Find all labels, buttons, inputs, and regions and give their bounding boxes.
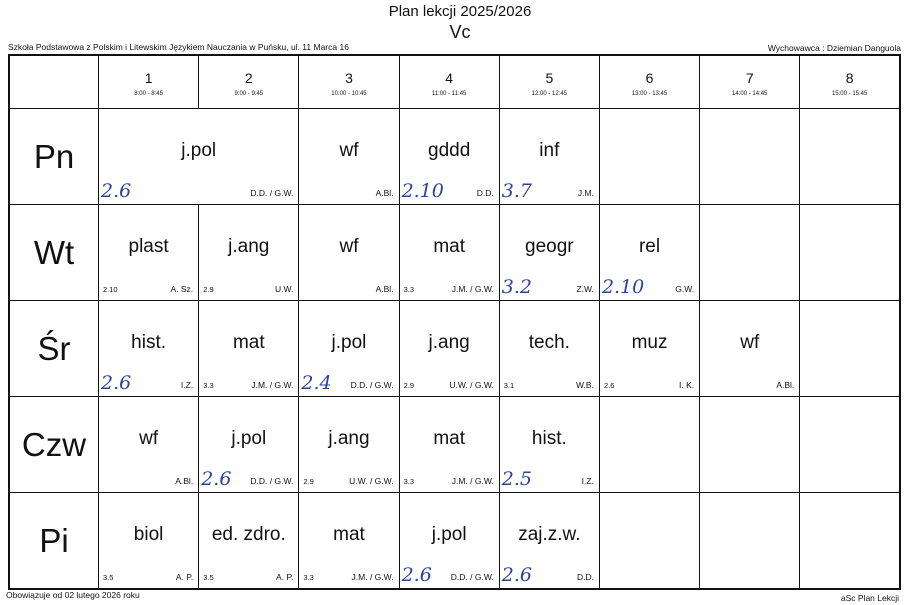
period-header	[299, 55, 399, 109]
lesson-room: 3.1	[503, 381, 515, 390]
class-name: Vc	[449, 22, 471, 42]
lesson-subject: j.pol	[181, 140, 217, 162]
lesson-subject: wf	[740, 332, 760, 354]
timetable-grid	[8, 54, 901, 590]
lesson-room: 3.3	[403, 477, 414, 486]
period-number: 2	[244, 69, 253, 86]
handwritten-room: 2.6	[101, 372, 132, 394]
valid-from-note: Obowiązuje od 02 lutego 2026 roku	[6, 590, 140, 600]
lesson-subject: j.ang	[428, 332, 470, 354]
lesson-teacher: W.B.	[575, 380, 594, 390]
lesson-subject: wf	[339, 236, 359, 258]
lesson-cell	[199, 397, 299, 493]
lesson-subject: zaj.z.w.	[518, 524, 581, 546]
lesson-teacher: U.W. / G.W.	[349, 476, 394, 486]
lesson-subject: plast	[128, 236, 169, 258]
lesson-subject: mat	[433, 428, 465, 450]
period-header	[399, 55, 499, 109]
empty-cell	[700, 397, 800, 493]
handwritten-room: 2.6	[501, 564, 532, 586]
lesson-subject: rel	[638, 236, 661, 258]
handwritten-room: 2.5	[501, 468, 532, 490]
period-number: 8	[845, 69, 854, 86]
period-header	[700, 55, 800, 109]
day-label: Pn	[9, 109, 99, 205]
lesson-room: 2.6	[603, 381, 615, 390]
lesson-cell	[399, 301, 499, 397]
lesson-teacher: G.W.	[675, 284, 695, 294]
period-number: 6	[645, 69, 654, 86]
day-row	[9, 301, 900, 397]
empty-cell	[800, 109, 900, 205]
empty-cell	[800, 205, 900, 301]
lesson-subject: gddd	[428, 140, 471, 162]
lesson-subject: j.pol	[431, 524, 467, 546]
period-number: 1	[144, 69, 153, 86]
lesson-subject: muz	[631, 332, 668, 354]
period-time: 8:00 - 8:45	[134, 90, 163, 97]
lesson-teacher: J.M.	[577, 188, 594, 198]
period-time: 9:00 - 9:45	[234, 90, 264, 97]
lesson-cell	[599, 301, 699, 397]
school-name: Szkoła Podstawowa z Polskim i Litewskim Językiem Nauczania w Puńsku, ul. 11 Marca 16	[8, 42, 349, 52]
lesson-subject: wf	[139, 428, 159, 450]
lesson-teacher: U.W. / G.W.	[449, 380, 494, 390]
period-time: 14:00 - 14:45	[732, 90, 768, 97]
lesson-teacher: J.M. / G.W.	[451, 476, 494, 486]
lesson-cell	[99, 301, 199, 397]
lesson-cell	[399, 397, 499, 493]
lesson-room: 3.5	[203, 573, 214, 582]
lesson-cell	[99, 109, 299, 205]
timetable-body	[9, 109, 900, 590]
lesson-cell	[299, 397, 399, 493]
lesson-cell	[99, 493, 199, 590]
lesson-cell	[499, 493, 599, 590]
empty-cell	[700, 493, 800, 590]
lesson-teacher: J.M. / G.W.	[451, 284, 494, 294]
lesson-cell	[399, 493, 499, 590]
day-row	[9, 109, 900, 205]
period-time: 15:00 - 15:45	[831, 90, 868, 97]
lesson-teacher: Z.W.	[576, 284, 594, 294]
generator-credit: aSc Plan Lekcji	[840, 593, 899, 603]
handwritten-room: 2.6	[201, 468, 232, 490]
corner-cell	[9, 55, 99, 109]
lesson-subject: j.pol	[331, 332, 367, 354]
period-time: 11:00 - 11:45	[431, 90, 467, 97]
lesson-subject: geogr	[525, 236, 574, 258]
lesson-teacher: D.D. / G.W.	[350, 380, 394, 390]
day-row	[9, 493, 900, 590]
lesson-teacher: A.Bl.	[375, 188, 394, 198]
handwritten-room: 2.6	[401, 564, 432, 586]
lesson-subject: j.pol	[231, 428, 267, 450]
lesson-cell	[99, 205, 199, 301]
empty-cell	[700, 109, 800, 205]
plan-title: Plan lekcji 2025/2026	[388, 3, 532, 20]
lesson-cell	[299, 205, 399, 301]
handwritten-room: 3.2	[501, 276, 532, 298]
lesson-cell	[99, 397, 199, 493]
lesson-cell	[399, 205, 499, 301]
lesson-subject: j.ang	[228, 236, 270, 258]
lesson-cell	[299, 109, 399, 205]
lesson-subject: inf	[539, 140, 560, 162]
period-header	[99, 55, 199, 109]
lesson-teacher: U.W.	[274, 284, 294, 294]
lesson-subject: j.ang	[328, 428, 370, 450]
lesson-teacher: I. K.	[679, 380, 695, 390]
lesson-teacher: I.Z.	[180, 380, 194, 390]
period-header	[199, 55, 299, 109]
period-header-row	[9, 55, 900, 109]
period-time: 13:00 - 13:45	[631, 90, 668, 97]
lesson-subject: biol	[133, 524, 164, 546]
lesson-subject: tech.	[528, 332, 570, 354]
lesson-cell	[499, 109, 599, 205]
lesson-teacher: A.Bl.	[175, 476, 194, 486]
period-number: 5	[545, 69, 554, 86]
lesson-teacher: D.D. / G.W.	[250, 476, 294, 486]
lesson-room: 3.5	[103, 573, 114, 582]
lesson-cell	[499, 301, 599, 397]
lesson-cell	[199, 301, 299, 397]
day-label: Pi	[9, 493, 99, 590]
day-label: Czw	[9, 397, 99, 493]
lesson-teacher: D.D. / G.W.	[450, 572, 494, 582]
empty-cell	[599, 109, 699, 205]
class-tutor: Wychowawca : Dziemian Danguola	[767, 43, 901, 53]
lesson-room: 3.3	[203, 381, 214, 390]
period-time: 10:00 - 10:45	[331, 90, 367, 97]
lesson-subject: mat	[232, 332, 265, 354]
period-header	[499, 55, 599, 109]
lesson-cell	[399, 109, 499, 205]
period-time: 12:00 - 12:45	[531, 90, 568, 97]
day-label: Śr	[9, 301, 99, 397]
lesson-teacher: A. P.	[276, 572, 294, 582]
handwritten-room: 2.4	[301, 372, 332, 394]
lesson-room: 3.3	[303, 573, 314, 582]
empty-cell	[800, 493, 900, 590]
empty-cell	[599, 493, 699, 590]
day-row	[9, 205, 900, 301]
lesson-teacher: A.Bl.	[375, 284, 394, 294]
lesson-cell	[299, 301, 399, 397]
lesson-subject: mat	[333, 524, 365, 546]
lesson-subject: ed. zdro.	[211, 524, 286, 546]
lesson-subject: hist.	[131, 332, 167, 354]
lesson-teacher: A. Sz.	[170, 284, 194, 294]
lesson-cell	[700, 301, 800, 397]
lesson-teacher: I.Z.	[581, 476, 594, 486]
handwritten-room: 2.10	[401, 180, 444, 202]
lesson-subject: mat	[433, 236, 465, 258]
period-number: 7	[745, 69, 754, 86]
lesson-room: 2.9	[303, 477, 314, 486]
lesson-cell	[199, 205, 299, 301]
handwritten-room: 3.7	[501, 180, 532, 202]
lesson-cell	[299, 493, 399, 590]
day-label: Wt	[9, 205, 99, 301]
lesson-teacher: A.Bl.	[776, 380, 795, 390]
lesson-teacher: A. P.	[175, 572, 194, 582]
lesson-teacher: J.M. / G.W.	[351, 572, 394, 582]
empty-cell	[800, 301, 900, 397]
lesson-teacher: J.M. / G.W.	[251, 380, 294, 390]
lesson-subject: hist.	[531, 428, 567, 450]
handwritten-room: 2.10	[601, 276, 645, 298]
lesson-cell	[499, 397, 599, 493]
period-number: 3	[345, 69, 353, 86]
empty-cell	[700, 205, 800, 301]
period-header	[599, 55, 699, 109]
lesson-cell	[499, 205, 599, 301]
lesson-cell	[599, 205, 699, 301]
lesson-teacher: D.D.	[576, 572, 594, 582]
lesson-teacher: D.D. / G.W.	[250, 188, 294, 198]
lesson-room: 2.9	[203, 285, 214, 294]
lesson-subject: wf	[339, 140, 359, 162]
handwritten-room: 2.6	[101, 180, 132, 202]
period-number: 4	[445, 69, 454, 86]
lesson-room: 2.10	[103, 285, 118, 294]
day-row	[9, 397, 900, 493]
lesson-teacher: D.D.	[476, 188, 494, 198]
lesson-room: 3.3	[403, 285, 414, 294]
lesson-cell	[199, 493, 299, 590]
period-header	[800, 55, 900, 109]
empty-cell	[599, 397, 699, 493]
empty-cell	[800, 397, 900, 493]
lesson-room: 2.9	[403, 381, 414, 390]
